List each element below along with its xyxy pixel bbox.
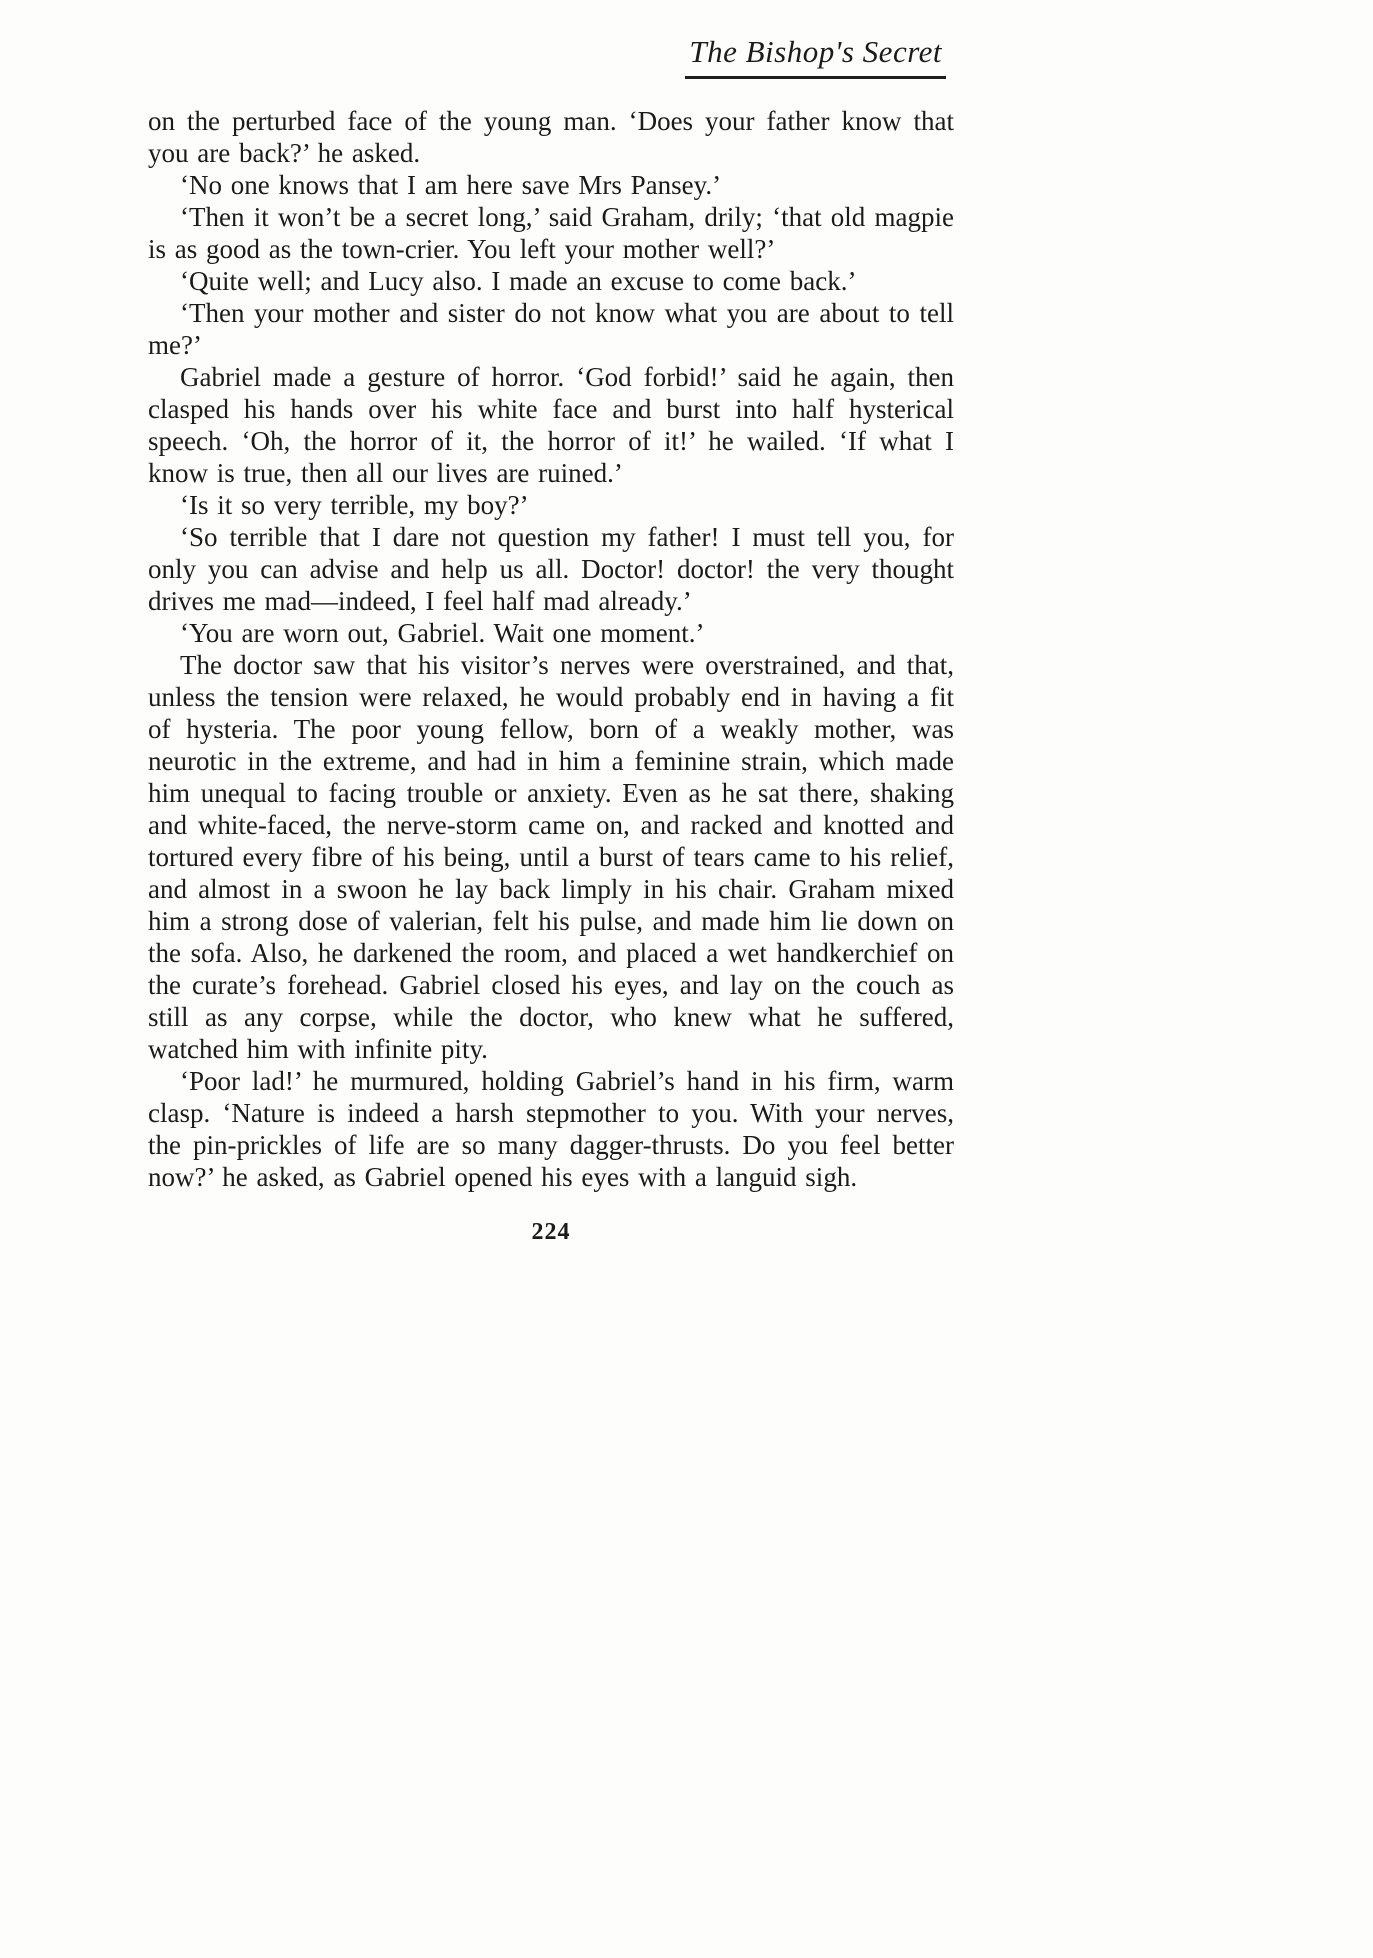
paragraph: on the perturbed face of the young man. ‘Does your father know that you are back?’ he asked. xyxy=(148,106,954,168)
paragraph: ‘So terrible that I dare not question my father! I must tell you, for only you can advise and help us all. Doctor! doctor! the very thought drives me mad—indeed, I feel half mad already.’ xyxy=(148,522,954,616)
text-column xyxy=(148,0,954,1246)
header-title: The Bishop's Secret xyxy=(685,34,946,79)
paragraph: ‘Poor lad!’ he murmured, holding Gabriel’s hand in his firm, warm clasp. ‘Nature is indeed a harsh stepmother to you. With your nerves, the pin-prickles of life are so many dagger-thrusts. Do you feel better now?’ he asked, as Gabriel opened his eyes with a languid sigh. xyxy=(148,1066,954,1192)
paragraph: ‘Quite well; and Lucy also. I made an excuse to come back.’ xyxy=(180,266,857,296)
paragraph: ‘No one knows that I am here save Mrs Pansey.’ xyxy=(180,170,722,200)
paragraph: ‘You are worn out, Gabriel. Wait one moment.’ xyxy=(180,618,705,648)
running-header xyxy=(148,0,954,79)
paragraph: The doctor saw that his visitor’s nerves were overstrained, and that, unless the tension were relaxed, he would probably end in having a fit of hysteria. The poor young fellow, born of a weakly mother, was neurotic in the extreme, and had in him a feminine strain, which made him unequal to facing trouble or anxiety. Even as he sat there, shaking and white-faced, the nerve-storm came on, and racked and knotted and tortured every fibre of his being, until a burst of tears came to his relief, and almost in a swoon he lay back limply in his chair. Graham mixed him a strong dose of valerian, felt his pulse, and made him lie down on the sofa. Also, he darkened the room, and placed a wet handkerchief on the curate’s forehead. Gabriel closed his eyes, and lay on the couch as still as any corpse, while the doctor, who knew what he suffered, watched him with infinite pity. xyxy=(148,650,954,1064)
body-text xyxy=(148,105,954,1193)
paragraph: ‘Is it so very terrible, my boy?’ xyxy=(180,490,529,520)
paragraph: Gabriel made a gesture of horror. ‘God forbid!’ said he again, then clasped his hands over his white face and burst into half hysterical speech. ‘Oh, the horror of it, the horror of it!’ he wailed. ‘If what I know is true, then all our lives are ruined.’ xyxy=(148,362,954,488)
paragraph: ‘Then your mother and sister do not know what you are about to tell me?’ xyxy=(148,298,954,360)
paragraph: ‘Then it won’t be a secret long,’ said Graham, drily; ‘that old magpie is as good as the town-crier. You left your mother well?’ xyxy=(148,202,954,264)
page-number: 224 xyxy=(531,1219,571,1245)
